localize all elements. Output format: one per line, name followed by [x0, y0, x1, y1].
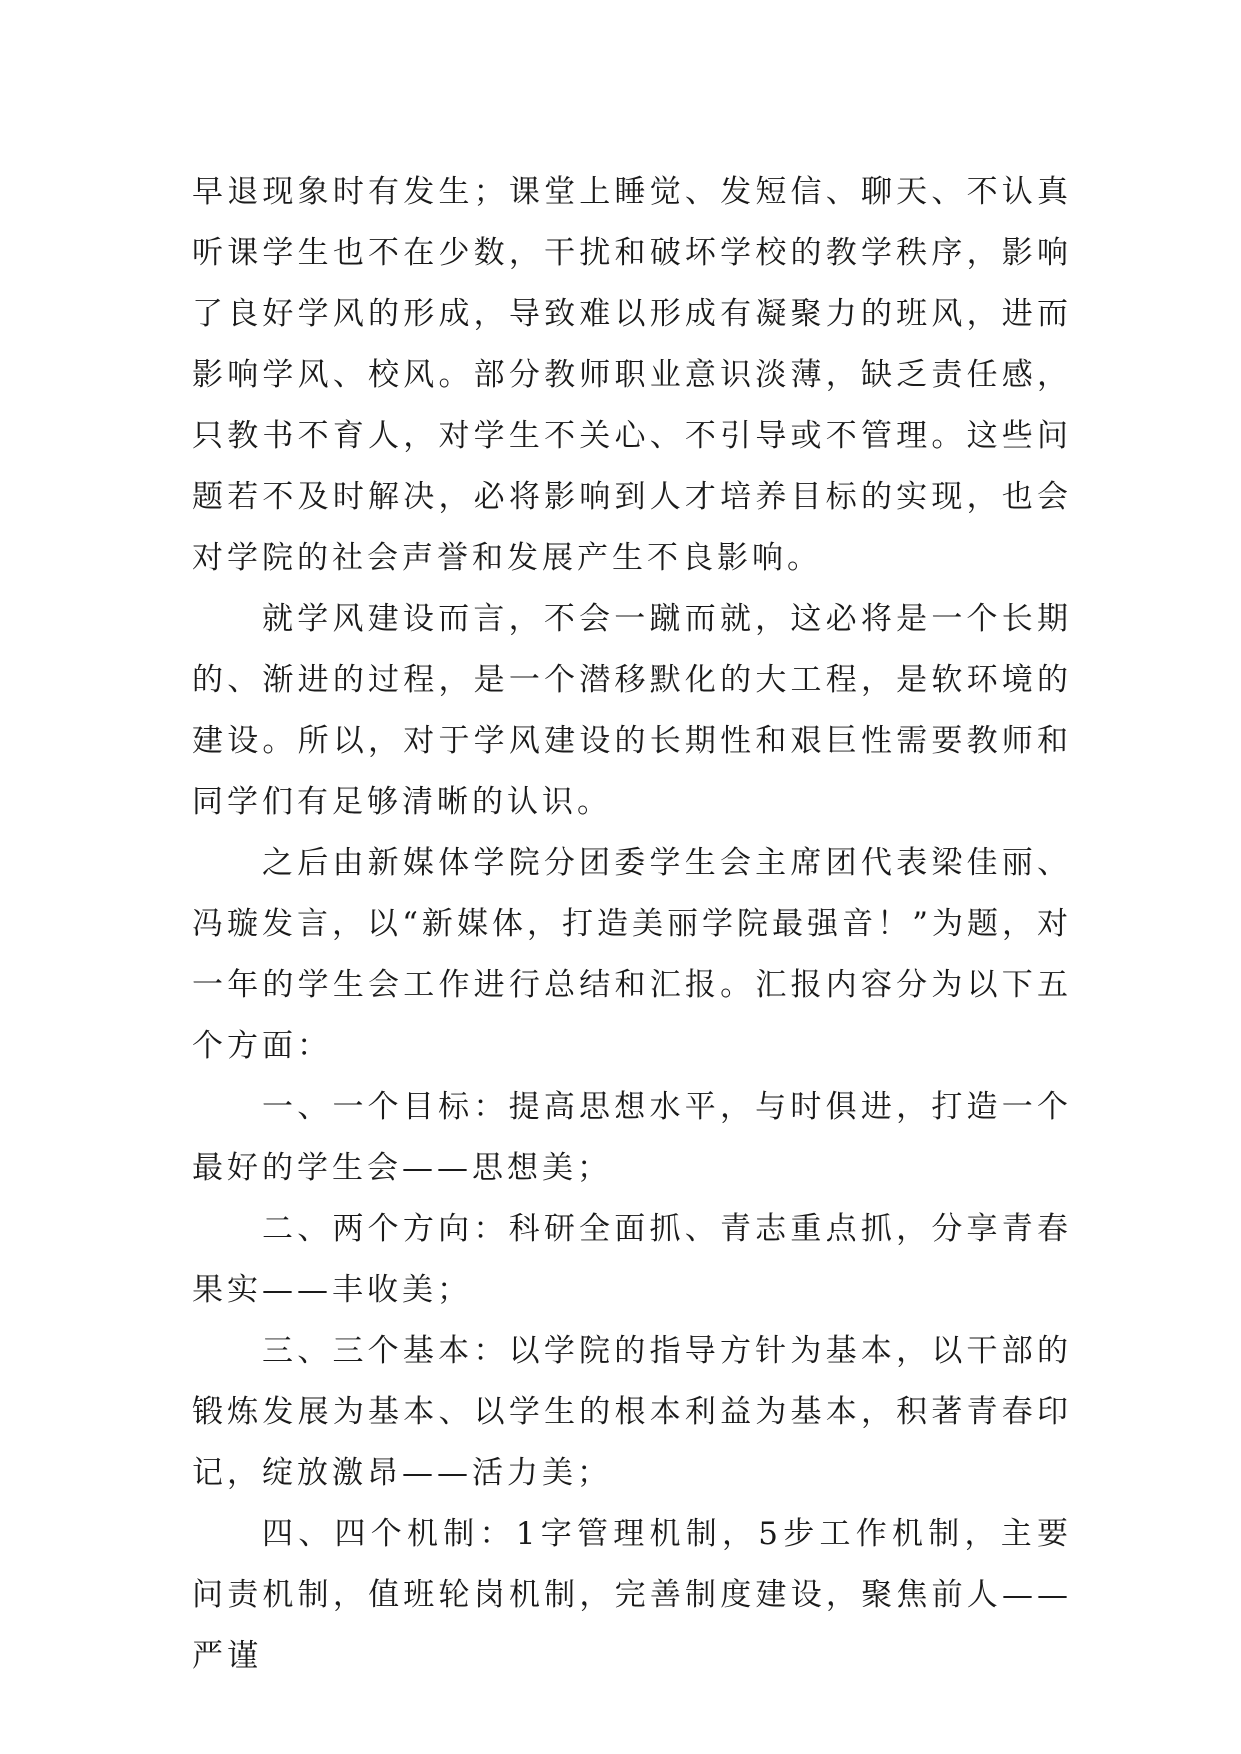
paragraph-6: 三、三个基本：以学院的指导方针为基本，以干部的锻炼发展为基本、以学生的根本利益为基本，积著青春印记，绽放激昂——活力美；	[192, 1333, 1072, 1491]
document-body	[192, 162, 1072, 1687]
paragraph-7: 四、四个机制：1字管理机制，5步工作机制，主要问责机制，值班轮岗机制，完善制度建设，聚焦前人——严谨	[192, 1516, 1072, 1674]
paragraph-3: 之后由新媒体学院分团委学生会主席团代表梁佳丽、冯璇发言，以“新媒体，打造美丽学院最强音！”为题，对一年的学生会工作进行总结和汇报。汇报内容分为以下五个方面：	[192, 845, 1072, 1064]
paragraph-1: 早退现象时有发生；课堂上睡觉、发短信、聊天、不认真听课学生也不在少数，干扰和破坏学校的教学秩序，影响了良好学风的形成，导致难以形成有凝聚力的班风，进而影响学风、校风。部分教师职业意识淡薄，缺乏责任感，只教书不育人，对学生不关心、不引导或不管理。这些问题若不及时解决，必将影响到人才培养目标的实现，也会对学院的社会声誉和发展产生不良影响。	[192, 174, 1072, 576]
paragraph-2: 就学风建设而言，不会一蹴而就，这必将是一个长期的、渐进的过程，是一个潜移默化的大工程，是软环境的建设。所以，对于学风建设的长期性和艰巨性需要教师和同学们有足够清晰的认识。	[192, 601, 1072, 820]
paragraph-5: 二、两个方向：科研全面抓、青志重点抓，分享青春果实——丰收美；	[192, 1211, 1072, 1308]
paragraph-4: 一、一个目标：提高思想水平，与时俱进，打造一个最好的学生会——思想美；	[192, 1089, 1072, 1186]
